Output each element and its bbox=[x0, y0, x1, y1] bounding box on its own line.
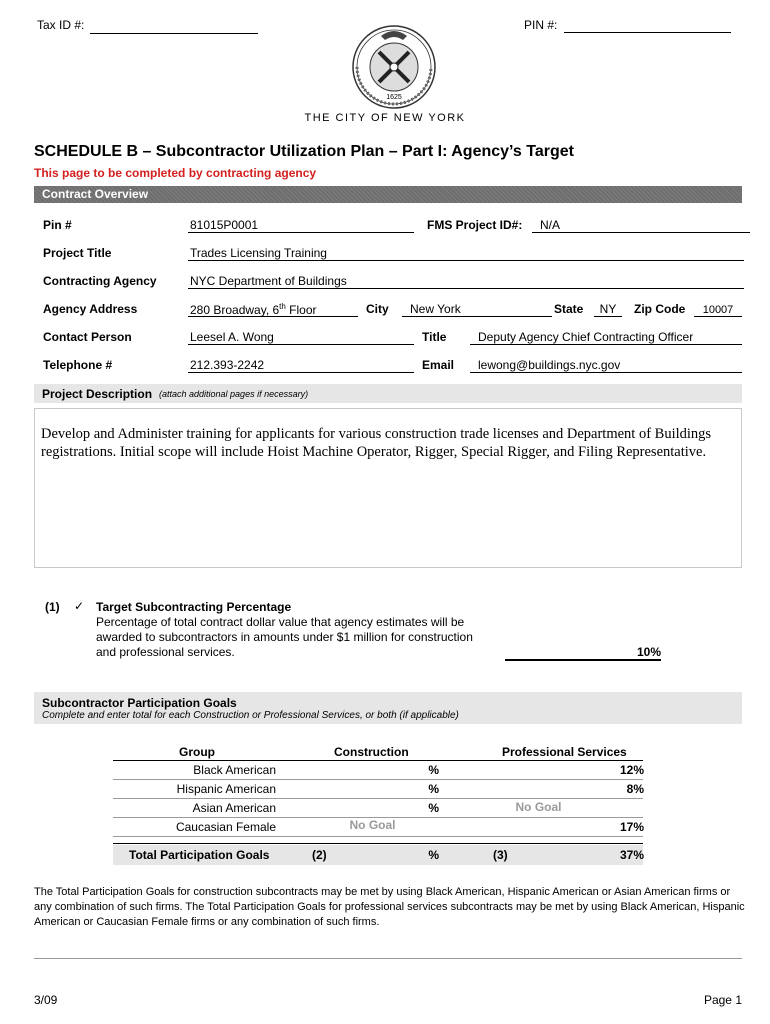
table-header-rule bbox=[113, 760, 643, 761]
total-top-rule bbox=[113, 843, 643, 844]
total-professional-num: (3) bbox=[493, 848, 508, 862]
group-cell: Hispanic American bbox=[176, 782, 276, 796]
total-professional-value[interactable]: 37% bbox=[619, 848, 644, 862]
target-line-2: awarded to subcontractors in amounts under $1 million for construction bbox=[96, 630, 473, 644]
construction-cell[interactable]: % bbox=[428, 763, 439, 777]
city-value[interactable]: New York bbox=[402, 302, 552, 317]
address-value-main: 280 Broadway, 6 bbox=[190, 303, 280, 317]
fms-label: FMS Project ID#: bbox=[427, 218, 523, 232]
address-label: Agency Address bbox=[43, 302, 138, 316]
title-value[interactable]: Deputy Agency Chief Contracting Officer bbox=[470, 330, 742, 345]
target-heading: Target Subcontracting Percentage bbox=[96, 600, 292, 614]
construction-cell[interactable]: % bbox=[428, 782, 439, 796]
col-construction-header: Construction bbox=[334, 745, 409, 759]
col-professional-header: Professional Services bbox=[502, 745, 627, 759]
project-description-note: (attach additional pages if necessary) bbox=[159, 389, 309, 399]
total-label: Total Participation Goals bbox=[129, 848, 270, 862]
fms-value[interactable]: N/A bbox=[532, 218, 750, 233]
total-construction-num: (2) bbox=[312, 848, 327, 862]
state-label: State bbox=[554, 302, 584, 316]
address-value[interactable] bbox=[188, 302, 358, 317]
project-description-box[interactable] bbox=[34, 408, 742, 568]
agency-value[interactable]: NYC Department of Buildings bbox=[188, 274, 744, 289]
professional-cell[interactable]: 17% bbox=[619, 820, 644, 834]
target-line-1: Percentage of total contract dollar value that agency estimates will be bbox=[96, 615, 465, 629]
phone-value[interactable]: 212.393-2242 bbox=[188, 358, 414, 373]
row-divider bbox=[113, 779, 643, 780]
col-group-header: Group bbox=[179, 745, 215, 759]
agency-label: Contracting Agency bbox=[43, 274, 157, 288]
project-title-label: Project Title bbox=[43, 246, 112, 260]
target-line-3: and professional services. bbox=[96, 645, 235, 659]
seal-year: 1625 bbox=[386, 94, 402, 101]
professional-cell[interactable]: 8% bbox=[626, 782, 644, 796]
email-value[interactable]: lewong@buildings.nyc.gov bbox=[470, 358, 742, 373]
footer-page: Page 1 bbox=[703, 993, 742, 1007]
row-divider bbox=[113, 836, 643, 837]
city-name: THE CITY OF NEW YORK bbox=[304, 112, 466, 124]
address-value-sup: th bbox=[279, 302, 286, 311]
zip-label: Zip Code bbox=[634, 302, 686, 316]
group-cell: Caucasian Female bbox=[175, 820, 276, 834]
target-value[interactable]: 10% bbox=[505, 645, 661, 661]
pin-row-label: Pin # bbox=[43, 218, 72, 232]
state-value[interactable]: NY bbox=[594, 302, 622, 317]
nyc-seal-icon bbox=[351, 24, 437, 110]
construction-cell[interactable]: % bbox=[428, 801, 439, 815]
footnote: The Total Participation Goals for construction subcontracts may be met by using Black American, Hispanic American or Asian American firms or any combination of such firms. The Total Participation Goals for professional services subcontracts may be met by using Black American, Hispanic American or Caucasian Female firms or any combination of such firms. bbox=[34, 886, 745, 928]
page-title: SCHEDULE B – Subcontractor Utilization Plan – Part I: Agency’s Target bbox=[34, 143, 574, 160]
participation-heading: Subcontractor Participation Goals bbox=[42, 696, 237, 710]
email-label: Email bbox=[422, 358, 455, 372]
professional-no-goal: No Goal bbox=[515, 800, 562, 814]
pin-label: PIN #: bbox=[524, 18, 558, 32]
footer-rule bbox=[34, 958, 742, 959]
group-cell: Asian American bbox=[192, 801, 276, 815]
project-description-text: Develop and Administer training for applicants for various construction trade licenses and Department of Buildings registrations. Initial scope will include Hoist Machine Operator, Rigger, Special Rigger, and Filing Representative. bbox=[41, 426, 712, 460]
contract-overview-title: Contract Overview bbox=[42, 187, 149, 201]
total-row bbox=[113, 845, 643, 865]
total-construction-value[interactable]: % bbox=[428, 848, 439, 862]
group-cell: Black American bbox=[193, 763, 276, 777]
page-subtitle: This page to be completed by contracting agency bbox=[34, 166, 317, 180]
tax-id-field[interactable] bbox=[90, 32, 258, 34]
project-title-value[interactable]: Trades Licensing Training bbox=[188, 246, 744, 261]
city-label: City bbox=[366, 302, 389, 316]
phone-label: Telephone # bbox=[43, 358, 113, 372]
tax-id-label: Tax ID #: bbox=[37, 18, 85, 32]
pin-value[interactable]: 81015P0001 bbox=[188, 218, 414, 233]
contact-label: Contact Person bbox=[43, 330, 132, 344]
target-number: (1) bbox=[45, 600, 60, 614]
title-label: Title bbox=[422, 330, 447, 344]
zip-value[interactable]: 10007 bbox=[694, 304, 742, 317]
professional-cell[interactable]: 12% bbox=[619, 763, 644, 777]
footer-date: 3/09 bbox=[34, 993, 58, 1007]
project-description-label: Project Description bbox=[42, 387, 153, 401]
row-divider bbox=[113, 798, 643, 799]
project-description-header bbox=[34, 384, 742, 403]
address-value-floor: Floor bbox=[285, 303, 317, 317]
contact-value[interactable]: Leesel A. Wong bbox=[188, 330, 414, 345]
pin-field[interactable] bbox=[564, 32, 731, 33]
check-icon: ✓ bbox=[74, 599, 85, 613]
contract-overview-header bbox=[34, 186, 742, 203]
participation-note: Complete and enter total for each Construction or Professional Services, or both (if applicable) bbox=[42, 710, 459, 721]
construction-no-goal: No Goal bbox=[349, 818, 396, 832]
participation-header bbox=[34, 692, 742, 724]
